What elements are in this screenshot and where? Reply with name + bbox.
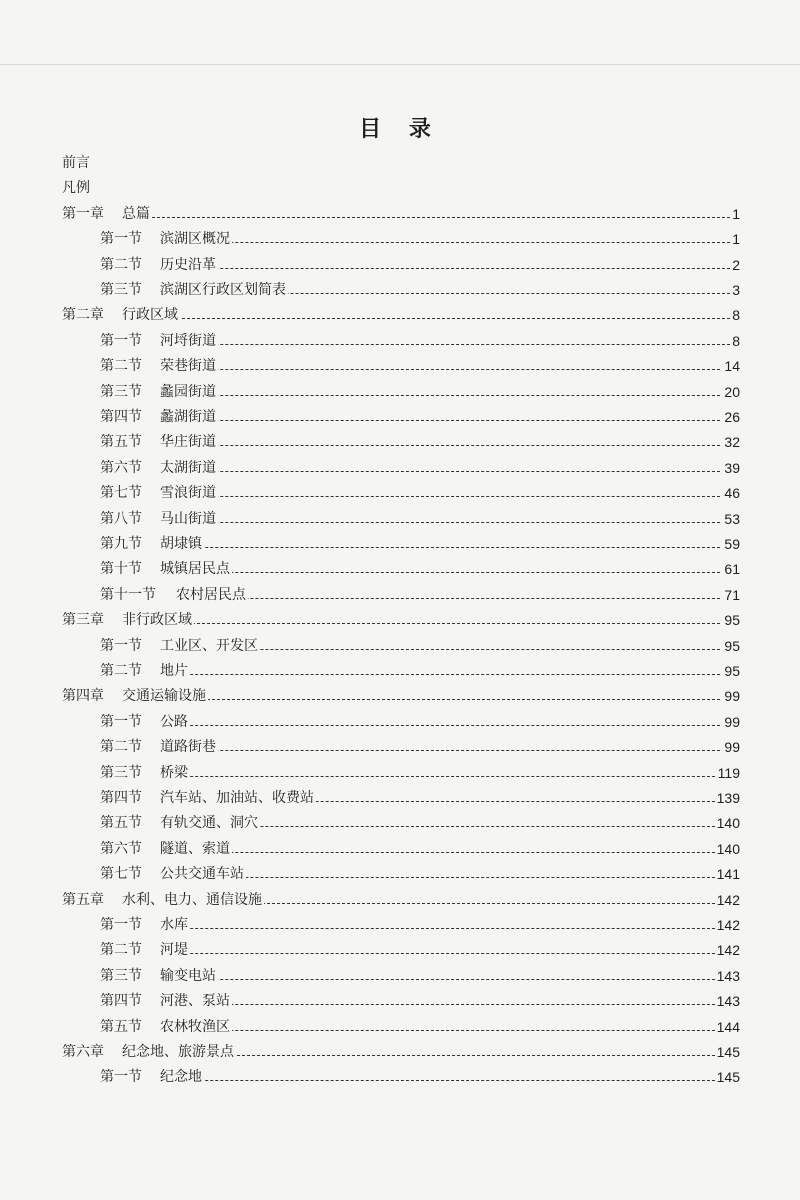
toc-section-entry[interactable] [0, 277, 800, 303]
toc-entry-number: 第五节 [100, 815, 142, 832]
toc-entry-name: 工业区、开发区 [160, 637, 258, 654]
toc-section-entry[interactable] [0, 531, 800, 557]
toc-page-number: 142 [715, 887, 740, 913]
toc-entry-label [62, 201, 152, 227]
toc-entry-number: 第六节 [100, 840, 142, 857]
toc-entry-name: 交通运输设施 [122, 688, 206, 705]
toc-entry-label [100, 1014, 232, 1040]
toc-entry-label [100, 633, 260, 659]
toc-entry-label [100, 709, 190, 735]
toc-entry-name: 蠡湖街道 [160, 409, 216, 425]
toc-page-number: 20 [722, 379, 740, 405]
toc-entry-number: 第九节 [100, 536, 142, 552]
toc-chapter-entry[interactable] [0, 302, 800, 328]
toc-entry-label [62, 302, 180, 328]
toc-entry-name: 农村居民点 [176, 586, 246, 603]
toc-entry-number: 第一节 [100, 231, 142, 248]
toc-entry-label [100, 531, 204, 557]
toc-page-number: 142 [715, 912, 740, 938]
toc-page-number: 99 [722, 709, 740, 735]
toc-entry-label [100, 937, 190, 963]
toc-entry-number: 第二节 [100, 942, 142, 959]
toc-page-number: 2 [730, 252, 740, 278]
toc-entry-label [100, 912, 190, 938]
toc-front-matter-label: 前言 [62, 150, 92, 176]
toc-section-entry[interactable] [0, 912, 800, 938]
toc-entry-number: 第三节 [100, 282, 142, 298]
toc-section-entry[interactable] [0, 861, 800, 887]
toc-chapter-entry[interactable] [0, 683, 800, 709]
toc-section-entry[interactable] [0, 633, 800, 659]
toc-entry-label [100, 734, 218, 760]
toc-entry-number: 第一节 [100, 1069, 142, 1086]
toc-entry-name: 滨湖区行政区划简表 [160, 282, 286, 298]
toc-entry-label [100, 760, 190, 786]
toc-front-matter-item[interactable] [0, 175, 800, 201]
toc-entry-number: 第二节 [100, 663, 142, 679]
toc-entry-number: 第四节 [100, 409, 142, 425]
toc-entry-name: 荣巷街道 [160, 358, 216, 375]
toc-entry-number: 第四章 [62, 688, 104, 705]
toc-section-entry[interactable] [0, 252, 800, 278]
toc-entry-name: 马山街道 [160, 510, 216, 527]
toc-section-entry[interactable] [0, 506, 800, 532]
toc-page-number: 39 [722, 455, 740, 481]
toc-entry-name: 地片 [160, 663, 188, 679]
toc-entry-label [100, 404, 218, 430]
toc-front-matter-label: 凡例 [62, 175, 92, 201]
toc-entry-name: 行政区域 [122, 307, 178, 324]
toc-entry-label [100, 455, 218, 481]
toc-entry-label [100, 556, 232, 582]
toc-entry-name: 华庄街道 [160, 434, 216, 451]
toc-entry-number: 第三章 [62, 612, 104, 629]
toc-page-number: 143 [715, 963, 740, 989]
toc-section-entry[interactable] [0, 480, 800, 506]
toc-page-number: 3 [730, 277, 740, 303]
toc-entry-label [100, 1064, 204, 1090]
toc-page-number: 140 [715, 810, 740, 836]
toc-page-number: 1 [730, 226, 740, 252]
toc-entry-number: 第二章 [62, 307, 104, 324]
toc-leader-dots [102, 217, 730, 218]
page-title: 目 录 [359, 117, 441, 142]
toc-entry-label [62, 683, 208, 709]
toc-page-number: 142 [715, 937, 740, 963]
toc-leader-dots [140, 496, 730, 497]
toc-entry-name: 总篇 [122, 205, 150, 222]
toc-section-entry[interactable] [0, 836, 800, 862]
toc-entry-number: 第四节 [100, 993, 142, 1010]
toc-page-number: 32 [722, 429, 740, 455]
toc-section-entry[interactable] [0, 810, 800, 836]
toc-entry-label [100, 810, 260, 836]
toc-entry-number: 第二节 [100, 739, 142, 756]
toc-section-entry[interactable] [0, 455, 800, 481]
toc-entry-label [100, 506, 218, 532]
toc-page-number: 143 [715, 988, 740, 1014]
toc-entry-name: 水库 [160, 917, 188, 933]
toc-page-number: 46 [722, 480, 740, 506]
toc-section-entry[interactable] [0, 353, 800, 379]
toc-entry-number: 第六章 [62, 1044, 104, 1060]
toc-entry-number: 第五节 [100, 434, 142, 451]
toc-entry-number: 第二节 [100, 358, 142, 375]
toc-page-number: 139 [715, 785, 740, 811]
toc-entry-name: 城镇居民点 [160, 561, 230, 578]
toc-leader-dots [140, 369, 730, 370]
toc-entry-label [100, 785, 316, 811]
toc-section-entry[interactable] [0, 937, 800, 963]
toc-entry-label [62, 887, 264, 913]
toc-section-entry[interactable] [0, 785, 800, 811]
toc-page-number: 59 [722, 531, 740, 557]
toc-entry-number: 第七节 [100, 485, 142, 502]
toc-entry-name: 有轨交通、洞穴 [160, 815, 258, 832]
toc-page-number: 99 [722, 683, 740, 709]
toc-entry-name: 纪念地、旅游景点 [122, 1044, 234, 1060]
toc-entry-number: 第三节 [100, 967, 142, 984]
toc-entry-label [100, 277, 288, 303]
toc-entry-number: 第八节 [100, 510, 142, 527]
toc-section-entry[interactable] [0, 556, 800, 582]
toc-entry-name: 输变电站 [160, 967, 216, 984]
toc-chapter-entry[interactable] [0, 201, 800, 227]
toc-entry-label [100, 988, 232, 1014]
toc-page-number: 1 [730, 201, 740, 227]
toc-page-number: 144 [715, 1014, 740, 1040]
toc-entry-number: 第十一节 [100, 586, 156, 603]
toc-entry-number: 第一节 [100, 713, 142, 730]
toc-entry-number: 第三节 [100, 764, 142, 781]
toc-section-entry[interactable] [0, 328, 800, 354]
toc-section-entry[interactable] [0, 1064, 800, 1090]
toc-section-entry[interactable] [0, 226, 800, 252]
toc-page-number: 8 [730, 328, 740, 354]
toc-entry-label [100, 226, 232, 252]
toc-entry-name: 汽车站、加油站、收费站 [160, 790, 314, 806]
toc-page-number: 95 [722, 607, 740, 633]
toc-section-entry[interactable] [0, 582, 800, 608]
toc-entry-number: 第一节 [100, 332, 142, 349]
toc-leader-dots [140, 928, 730, 929]
toc-entry-name: 蠡园街道 [160, 383, 216, 400]
toc-entry-label [100, 379, 218, 405]
toc-entry-name: 道路街巷 [160, 739, 216, 756]
toc-leader-dots [102, 318, 730, 319]
toc-entry-name: 河堤 [160, 942, 188, 959]
toc-entry-name: 农林牧渔区 [160, 1018, 230, 1035]
toc-chapter-entry[interactable] [0, 887, 800, 913]
toc-entry-name: 公共交通车站 [160, 866, 244, 883]
toc-page-number: 145 [715, 1064, 740, 1090]
toc-leader-dots [140, 268, 730, 269]
toc-leader-dots [140, 395, 730, 396]
toc-entry-label [100, 658, 190, 684]
toc-entry-number: 第四节 [100, 790, 142, 806]
toc-page-number: 71 [722, 582, 740, 608]
toc-entry-number: 第十节 [100, 561, 142, 578]
toc-leader-dots [140, 420, 730, 421]
toc-page-number: 8 [730, 302, 740, 328]
toc-entry-name: 河港、泵站 [160, 993, 230, 1010]
toc-entry-label [100, 861, 246, 887]
toc-section-entry[interactable] [0, 734, 800, 760]
toc-leader-dots [102, 623, 730, 624]
toc-entry-label [100, 836, 232, 862]
toc-entry-name: 滨湖区概况 [160, 231, 230, 248]
toc-leader-dots [140, 445, 730, 446]
toc-entry-number: 第六节 [100, 459, 142, 476]
toc-entry-label [100, 963, 218, 989]
toc-entry-number: 第一章 [62, 205, 104, 222]
toc-page-number: 140 [715, 836, 740, 862]
toc-leader-dots [140, 471, 730, 472]
toc-entry-name: 桥梁 [160, 764, 188, 781]
toc-entry-name: 水利、电力、通信设施 [122, 891, 262, 908]
toc-leader-dots [140, 776, 730, 777]
toc-section-entry[interactable] [0, 760, 800, 786]
toc-section-entry[interactable] [0, 658, 800, 684]
toc-section-entry[interactable] [0, 988, 800, 1014]
toc-entry-number: 第一节 [100, 637, 142, 654]
toc-section-entry[interactable] [0, 963, 800, 989]
toc-leader-dots [140, 750, 730, 751]
toc-front-matter-item[interactable] [0, 150, 800, 176]
toc-leader-dots [140, 547, 730, 548]
toc-entry-name: 公路 [160, 713, 188, 730]
toc-leader-dots [140, 953, 730, 954]
toc-chapter-entry[interactable] [0, 607, 800, 633]
toc-page-number: 14 [722, 353, 740, 379]
toc-entry-name: 河埒街道 [160, 332, 216, 349]
toc-leader-dots [140, 725, 730, 726]
toc-entry-number: 第二节 [100, 256, 142, 273]
toc-entry-name: 纪念地 [160, 1069, 202, 1086]
toc-entry-name: 雪浪街道 [160, 485, 216, 502]
toc-entry-label [100, 353, 218, 379]
toc-entry-name: 太湖街道 [160, 459, 216, 476]
toc-section-entry[interactable] [0, 1014, 800, 1040]
toc-page-number: 95 [722, 633, 740, 659]
toc-page-number: 145 [715, 1039, 740, 1065]
toc-entry-label [100, 480, 218, 506]
toc-leader-dots [140, 979, 730, 980]
toc-entry-number: 第一节 [100, 917, 142, 933]
toc-page-number: 26 [722, 404, 740, 430]
toc-page-number: 141 [715, 861, 740, 887]
toc-entry-label [100, 252, 218, 278]
toc-section-entry[interactable] [0, 379, 800, 405]
toc-entry-label [100, 429, 218, 455]
toc-page-number: 61 [722, 556, 740, 582]
toc-section-entry[interactable] [0, 429, 800, 455]
toc-entry-name: 非行政区域 [122, 612, 192, 629]
toc-section-entry[interactable] [0, 709, 800, 735]
toc-page-number: 99 [722, 734, 740, 760]
toc-chapter-entry[interactable] [0, 1039, 800, 1065]
toc-leader-dots [140, 344, 730, 345]
toc-entry-name: 历史沿革 [160, 256, 216, 273]
toc-entry-name: 隧道、索道 [160, 840, 230, 857]
toc-leader-dots [140, 522, 730, 523]
toc-entry-label [100, 582, 248, 608]
toc-section-entry[interactable] [0, 404, 800, 430]
toc-entry-name: 胡埭镇 [160, 536, 202, 552]
toc-leader-dots [140, 674, 730, 675]
toc-entry-number: 第五章 [62, 891, 104, 908]
toc-entry-number: 第五节 [100, 1018, 142, 1035]
toc-entry-number: 第三节 [100, 383, 142, 400]
toc-entry-label [100, 328, 218, 354]
toc-entry-number: 第七节 [100, 866, 142, 883]
toc-entry-label [62, 1039, 236, 1065]
toc-page-number: 53 [722, 506, 740, 532]
toc-entry-label [62, 607, 194, 633]
header-rule [0, 64, 800, 65]
toc-page-number: 119 [716, 760, 740, 786]
toc-page-number: 95 [722, 658, 740, 684]
toc-leader-dots [140, 1080, 730, 1081]
